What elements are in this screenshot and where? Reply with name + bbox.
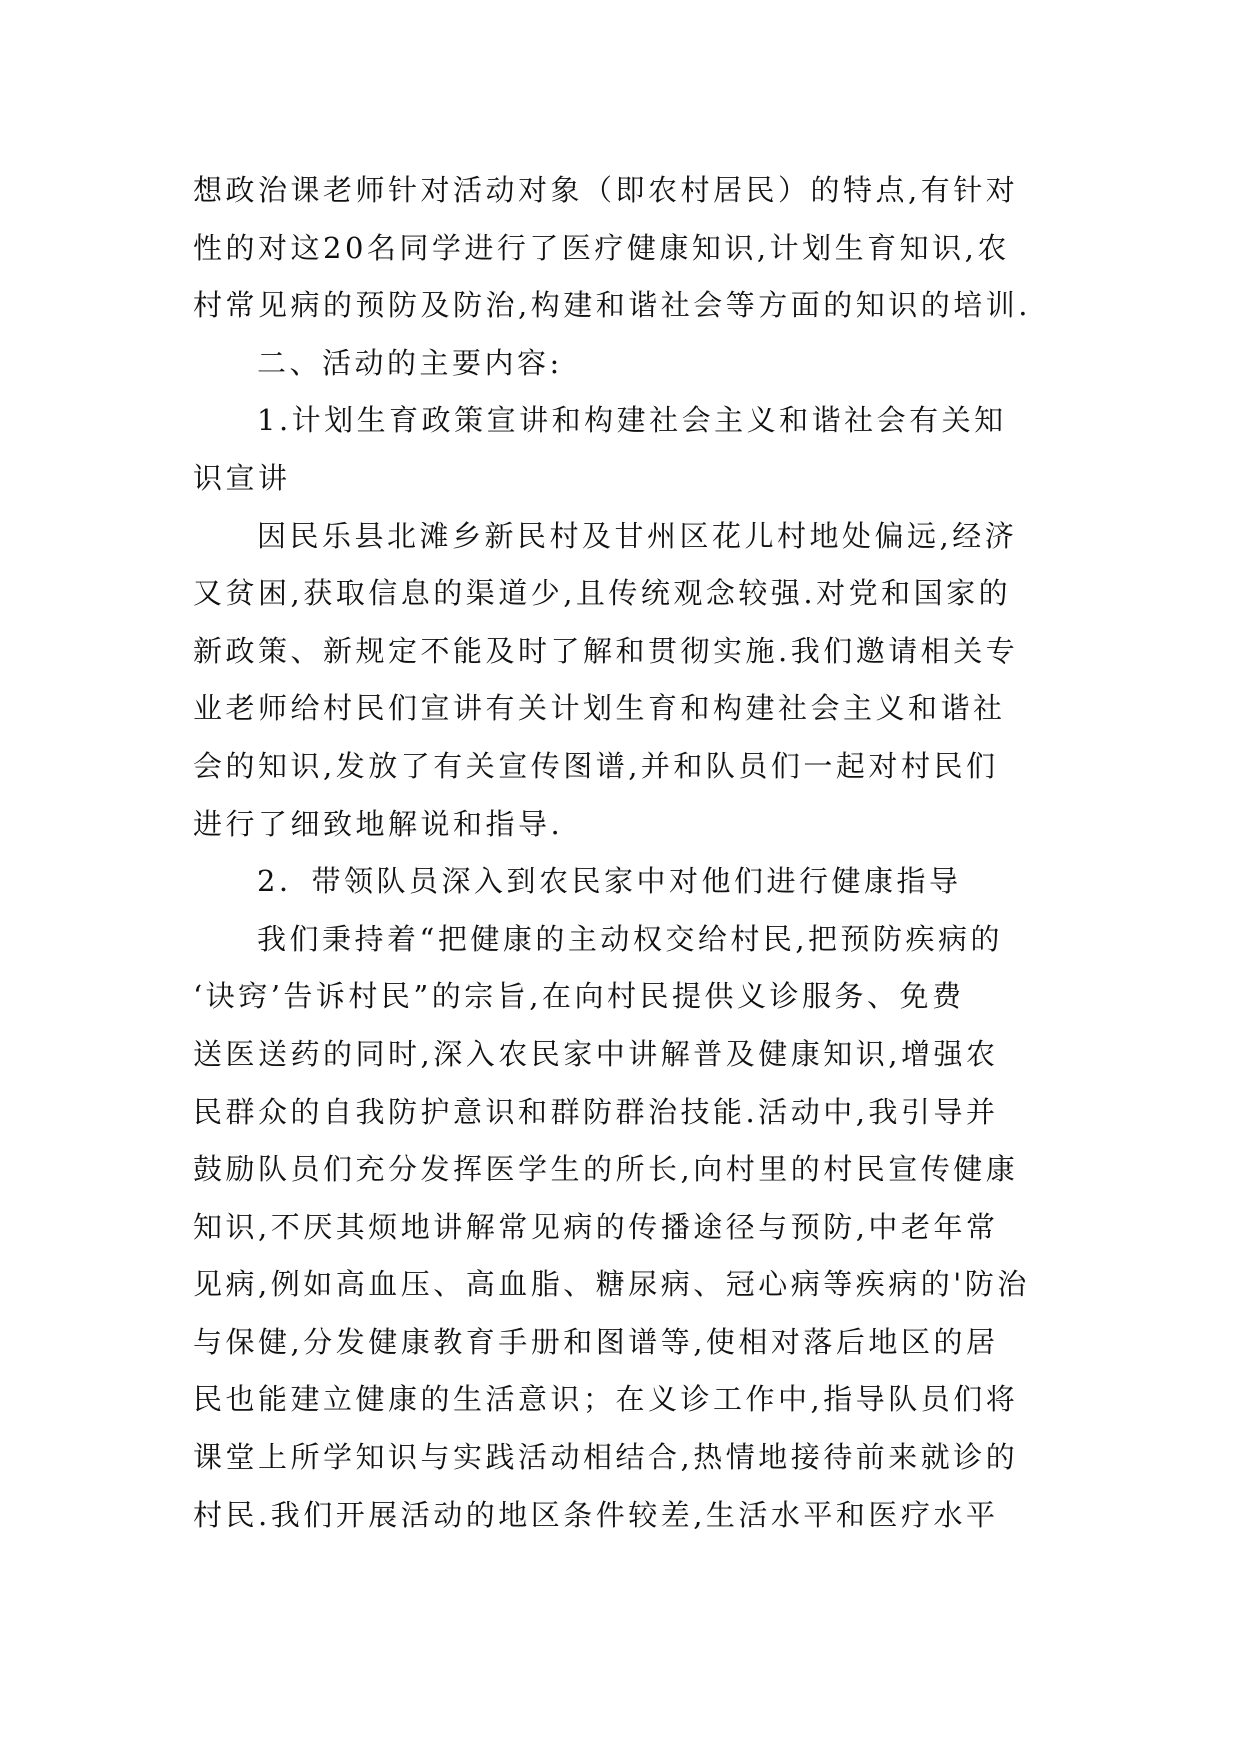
text-line: 识宣讲: [193, 460, 291, 495]
text-line: 会的知识,发放了有关宣传图谱,并和队员们一起对村民们: [193, 748, 999, 783]
text-line: 与保健,分发健康教育手册和图谱等,使相对落后地区的居: [193, 1324, 999, 1359]
text-line: 村民.我们开展活动的地区条件较差,生活水平和医疗水平: [193, 1497, 999, 1532]
text-line: 送医送药的同时,深入农民家中讲解普及健康知识,增强农: [193, 1036, 999, 1071]
document-body-text: [193, 162, 1049, 1544]
text-line: 民也能建立健康的生活意识；在义诊工作中,指导队员们将: [193, 1382, 1019, 1417]
text-line: 性的对这20名同学进行了医疗健康知识,计划生育知识,农: [193, 230, 1010, 265]
text-line: 二、活动的主要内容:: [257, 345, 563, 380]
text-line: 业老师给村民们宣讲有关计划生育和构建社会主义和谐社: [193, 691, 1006, 726]
text-line: 知识,不厌其烦地讲解常见病的传播途径与预防,中老年常: [193, 1209, 999, 1244]
text-line: ‘诀窍’告诉村民”的宗旨,在向村民提供义诊服务、免费: [193, 979, 965, 1014]
text-line: 新政策、新规定不能及时了解和贯彻实施.我们邀请相关专: [193, 633, 1019, 668]
text-line: 1.计划生育政策宣讲和构建社会主义和谐社会有关知: [257, 403, 1007, 438]
text-line: 因民乐县北滩乡新民村及甘州区花儿村地处偏远,经济: [257, 518, 1018, 553]
text-line: 又贫困,获取信息的渠道少,且传统观念较强.对党和国家的: [193, 576, 1012, 611]
text-line: 村常见病的预防及防治,构建和谐社会等方面的知识的培训.: [193, 288, 1031, 323]
text-line: 想政治课老师针对活动对象（即农村居民）的特点,有针对: [193, 173, 1019, 207]
text-line: 民群众的自我防护意识和群防群治技能.活动中,我引导并: [193, 1094, 999, 1129]
text-line: 2．带领队员深入到农民家中对他们进行健康指导: [257, 864, 962, 899]
text-line: 课堂上所学知识与实践活动相结合,热情地接待前来就诊的: [193, 1440, 1019, 1475]
text-line: 见病,例如高血压、高血脂、糖尿病、冠心病等疾病的'防治: [193, 1267, 1030, 1302]
text-line: 我们秉持着“把健康的主动权交给村民,把预防疾病的: [257, 921, 1004, 956]
text-line: 鼓励队员们充分发挥医学生的所长,向村里的村民宣传健康: [193, 1152, 1019, 1187]
text-line: 进行了细致地解说和指导.: [193, 806, 564, 841]
